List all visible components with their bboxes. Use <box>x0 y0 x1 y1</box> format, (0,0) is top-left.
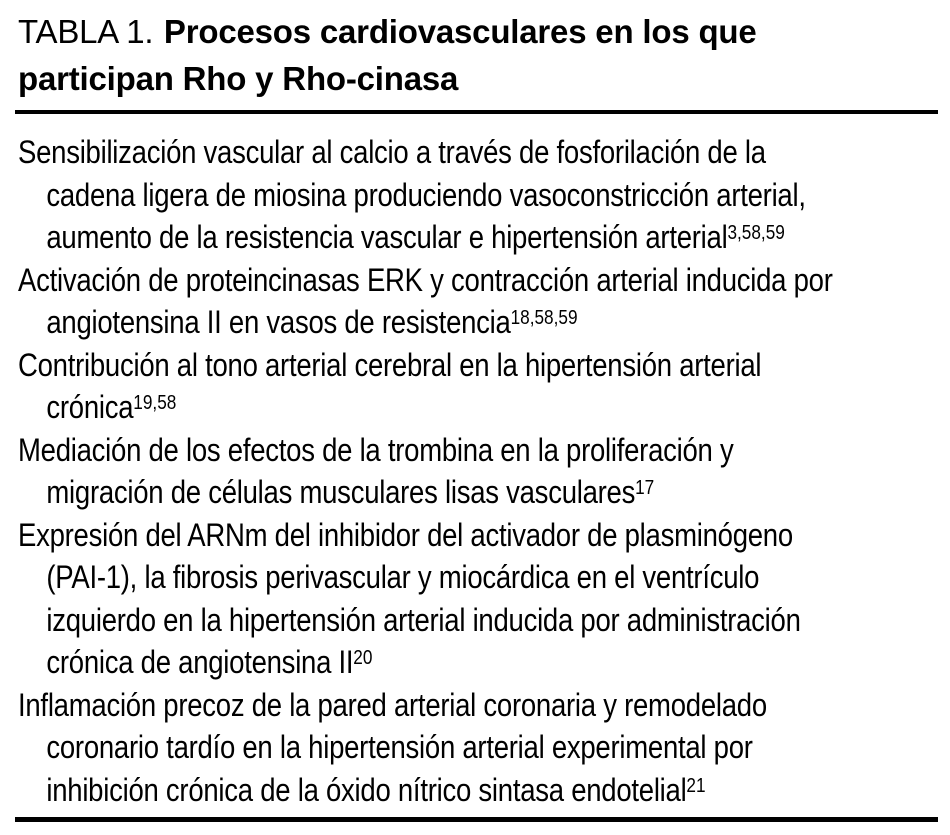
item-line <box>18 429 930 472</box>
item-line-text: izquierdo en la hipertensión arterial inducida por administración <box>46 601 801 638</box>
item-line <box>18 726 930 769</box>
reference-superscript: 3,58,59 <box>727 222 785 244</box>
item-line-text: crónica de angiotensina II <box>46 644 354 680</box>
item-line-text: Sensibilización vascular al calcio a través de fosforilación de la <box>18 134 766 170</box>
item-line-text: Activación de proteincinasas ERK y contracción arterial inducida por <box>18 261 833 298</box>
item-line <box>18 259 930 302</box>
table-body <box>18 131 930 811</box>
table-title-line2: participan Rho y Rho-cinasa <box>18 60 459 97</box>
item-line <box>18 301 930 344</box>
reference-superscript: 19,58 <box>133 392 177 414</box>
item-line-text: Mediación de los efectos de la trombina en la proliferación y <box>18 431 734 468</box>
item-line <box>18 514 930 557</box>
item-line-text: coronario tardío en la hipertensión arterial experimental por <box>46 729 753 765</box>
item-line <box>18 599 930 642</box>
table-item <box>18 684 930 812</box>
item-line-text: migración de células musculares lisas vasculares <box>46 474 636 510</box>
item-line <box>18 386 930 429</box>
bottom-rule <box>15 817 938 822</box>
top-rule <box>15 110 938 114</box>
item-line-text: (PAI-1), la fibrosis perivascular y miocárdica en el ventrículo <box>46 559 760 595</box>
item-line-text: aumento de la resistencia vascular e hipertensión arterial <box>46 219 728 255</box>
table-item <box>18 131 930 259</box>
item-line <box>18 174 930 217</box>
item-line-text: angiotensina II en vasos de resistencia <box>46 304 511 340</box>
table-item <box>18 259 930 344</box>
item-line <box>18 641 930 684</box>
item-line <box>18 131 930 174</box>
item-line-text: cadena ligera de miosina produciendo vasoconstricción arterial, <box>46 176 806 213</box>
item-line <box>18 769 930 812</box>
item-line-text: crónica <box>46 389 134 425</box>
table-item <box>18 514 930 684</box>
reference-superscript: 17 <box>635 477 655 499</box>
item-line <box>18 344 930 387</box>
reference-superscript: 18,58,59 <box>510 307 578 329</box>
table-number-label: TABLA 1. <box>18 13 154 50</box>
table-title-line1: Procesos cardiovasculares en los que <box>163 13 757 50</box>
item-line <box>18 556 930 599</box>
table-title <box>18 8 930 102</box>
item-line <box>18 684 930 727</box>
item-line <box>18 216 930 259</box>
item-line-text: Expresión del ARNm del inhibidor del activador de plasminógeno <box>18 516 793 553</box>
table-item <box>18 429 930 514</box>
table-item <box>18 344 930 429</box>
item-line <box>18 471 930 514</box>
item-line-text: Inflamación precoz de la pared arterial coronaria y remodelado <box>18 686 767 723</box>
reference-superscript: 21 <box>686 774 706 797</box>
reference-superscript: 20 <box>353 647 373 669</box>
item-line-text: inhibición crónica de la óxido nítrico sintasa endotelial <box>46 771 687 808</box>
item-line-text: Contribución al tono arterial cerebral en la hipertensión arterial <box>18 346 762 383</box>
